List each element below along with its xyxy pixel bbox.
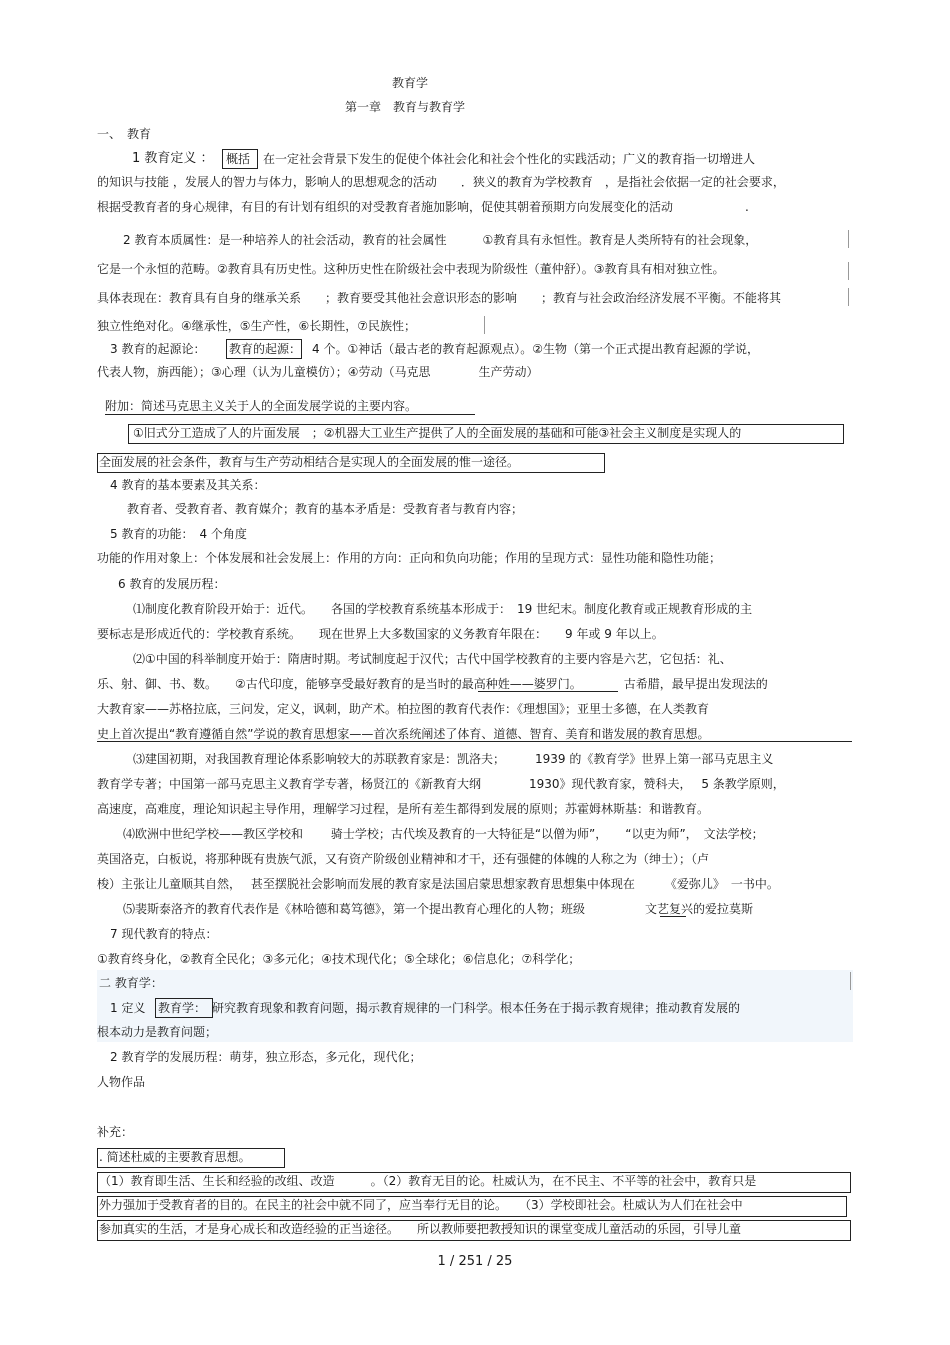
function-line: 功能的作用对象上：个体发展和社会发展上：作用的方向：正向和负向功能；作用的呈现方式：显性功能和隐性功能； xyxy=(97,551,722,565)
section-one-heading: 一、 教育 xyxy=(97,127,152,141)
history-c-line-2: 教育学专著；中国第一部马克思主义教育学专著，杨贤江的《新教育大纲 1930》现代教育家，赞科夫， 5 条教学原则， xyxy=(97,777,785,791)
dewey-line-2: 外力强加于受教育者的目的。在民主的社会中就不同了，应当奉行无目的论。 （3）学校即社会。杜威认为人们在社会中 xyxy=(99,1198,743,1212)
origin-lead: 3 教育的起源论： xyxy=(110,342,206,356)
history-e-line-1: ⑸裴斯泰洛齐的教育代表作是《林哈德和葛笃德》，第一个提出教育心理化的人物；班级 文艺复兴的爱拉莫斯 xyxy=(123,902,754,916)
origin-boxed-term: 教育的起源： xyxy=(229,342,302,356)
dewey-line-3: 参加真实的生活，才是身心成长和改造经验的正当途径。 所以教师要把教授知识的课堂变成儿童活动的乐园，引导儿童 xyxy=(99,1222,742,1236)
definition-line-1: 在一定社会背景下发生的促使个体社会化和社会个性化的实践活动；广义的教育指一切增进人 xyxy=(263,152,756,166)
margin-bar xyxy=(484,316,485,334)
underline xyxy=(660,916,686,917)
definition-label: 1 教育定义 ： xyxy=(132,151,214,166)
elements-line: 教育者、受教育者、教育媒介；教育的基本矛盾是：受教育者与教育内容； xyxy=(127,502,524,516)
margin-bar xyxy=(848,262,849,280)
history-a-line-1: ⑴制度化教育阶段开始于：近代。 各国的学校教育系统基本形成于： 19 世纪末。制度化教育或正规教育形成的主 xyxy=(133,602,753,616)
margin-bar xyxy=(850,972,851,990)
dewey-line-1: （1）教育即生活、生长和经验的改组、改造 。（2）教育无目的论。杜威认为，在不民主、不平等的社会中，教育只是 xyxy=(99,1174,757,1188)
supplement-heading: 补充： xyxy=(97,1125,134,1139)
people-works: 人物作品 xyxy=(97,1075,146,1089)
function-heading: 5 教育的功能： 4 个角度 xyxy=(110,527,247,541)
history-d-line-2: 英国洛克，白板说，将那种既有贵族气派，又有资产阶级创业精神和才干，还有强健的体魄的人称之为（绅士）；（卢 xyxy=(97,852,710,866)
essence-line-1: 2 教育本质属性：是一种培养人的社会活动，教育的社会属性 ①教育具有永恒性。教育是人类所特有的社会现象， xyxy=(123,233,758,247)
document-title: 教育学 xyxy=(391,76,428,90)
pedagogy-line-2: 根本动力是教育问题； xyxy=(97,1025,218,1039)
history-d-line-1: ⑷欧洲中世纪学校——教区学校和 骑士学校；古代埃及教育的一大特征是“以僧为师”， “以吏为师”， 文法学校； xyxy=(123,827,764,841)
page-footer: 1 / 251 / 25 xyxy=(437,1254,513,1269)
margin-bar xyxy=(848,230,849,248)
history-c-line-3: 高速度，高难度，理论知识起主导作用，理解学习过程，是所有差生都得到发展的原则；苏霍姆林斯基：和谐教育。 xyxy=(97,802,710,816)
section-two-heading: 二 教育学： xyxy=(99,976,163,990)
underline xyxy=(97,741,852,742)
origin-line-2: 代表人物，旃西能）；③心理（认为儿童模仿）；④劳动（马克思 生产劳动） xyxy=(97,365,539,379)
history-heading: 6 教育的发展历程： xyxy=(118,577,226,591)
essence-line-2: 它是一个永恒的范畴。②教育具有历史性。这种历史性在阶级社会中表现为阶级性（董仲舒）。③教育具有相对独立性。 xyxy=(97,262,725,276)
history-a-line-2: 要标志是形成近代的：学校教育系统。 现在世界上大多数国家的义务教育年限在： 9 年或 9 年以上。 xyxy=(97,627,664,641)
modern-line: ①教育终身化，②教育全民化；③多元化；④技术现代化；⑤全球化；⑥信息化；⑦科学化； xyxy=(97,952,581,966)
appendix-line-1: ①旧式分工造成了人的片面发展 ；②机器大工业生产提供了人的全面发展的基础和可能③社会主义制度是实现人的 xyxy=(133,426,742,440)
pedagogy-definition-lead: 1 定义 xyxy=(110,1001,146,1015)
margin-bar xyxy=(848,288,849,306)
appendix-line-2: 全面发展的社会条件，教育与生产劳动相结合是实现人的全面发展的惟一途径。 xyxy=(99,455,520,469)
elements-heading: 4 教育的基本要素及其关系： xyxy=(110,478,266,492)
definition-boxed-term: 概括 xyxy=(226,152,251,166)
definition-line-2: 的知识与技能 ，发展人的智力与体力，影响人的思想观念的活动 ．狭义的教育为学校教育 ，是指社会依据一定的社会要求， xyxy=(97,175,785,189)
essence-line-3: 具体表现在：教育具有自身的继承关系 ；教育要受其他社会意识形态的影响 ；教育与社会政治经济发展不平衡。不能将其 xyxy=(97,291,782,305)
underline xyxy=(478,691,618,692)
essence-line-4: 独立性绝对化。④继承性，⑤生产性，⑥长期性，⑦民族性； xyxy=(97,319,417,333)
pedagogy-line-1: 研究教育现象和教育问题，揭示教育规律的一门科学。根本任务在于揭示教育规律；推动教育发展的 xyxy=(212,1001,741,1015)
definition-line-3: 根据受教育者的身心规律，有目的有计划有组织的对受教育者施加影响，促使其朝着预期方向发展变化的活动 . xyxy=(97,200,749,214)
history-c-line-1: ⑶建国初期，对我国教育理论体系影响较大的苏联教育家是：凯洛夫； 1939 的《教育学》世界上第一部马克思主义 xyxy=(133,752,774,766)
origin-rest: 4 个。①神话（最古老的教育起源观点）。②生物（第一个正式提出教育起源的学说， xyxy=(312,342,759,356)
pedagogy-history: 2 教育学的发展历程：萌芽，独立形态，多元化，现代化； xyxy=(110,1050,422,1064)
chapter-title: 第一章 教育与教育学 xyxy=(345,100,466,114)
pedagogy-boxed-term: 教育学： xyxy=(158,1001,207,1015)
modern-heading: 7 现代教育的特点： xyxy=(110,927,218,941)
history-b-line-2: 乐、射、御、书、数。 ②古代印度，能够享受最好教育的是当时的最高种姓——婆罗门。 古希腊，最早提出发现法的 xyxy=(97,677,768,691)
dewey-question: . 简述杜威的主要教育思想。 xyxy=(99,1150,251,1164)
history-d-line-3: 梭）主张让儿童顺其自然， 甚至摆脱社会影响而发展的教育家是法国启蒙思想家教育思想集中体现在 《爱弥儿》 一书中。 xyxy=(97,877,779,891)
history-b-line-1: ⑵①中国的科举制度开始于：隋唐时期。考试制度起于汉代；古代中国学校教育的主要内容是六艺，它包括：礼、 xyxy=(133,652,732,666)
history-b-line-3: 大教育家——苏格拉底，三问发，定义，讽刺，助产术。柏拉图的教育代表作：《理想国》；亚里士多德，在人类教育 xyxy=(97,702,710,716)
history-b-line-4: 史上首次提出“教育遵循自然”学说的教育思想家——首次系统阐述了体育、道德、智育、美育和谐发展的教育思想。 xyxy=(97,727,710,741)
appendix-label: 附加：简述马克思主义关于人的全面发展学说的主要内容。 xyxy=(105,398,475,415)
